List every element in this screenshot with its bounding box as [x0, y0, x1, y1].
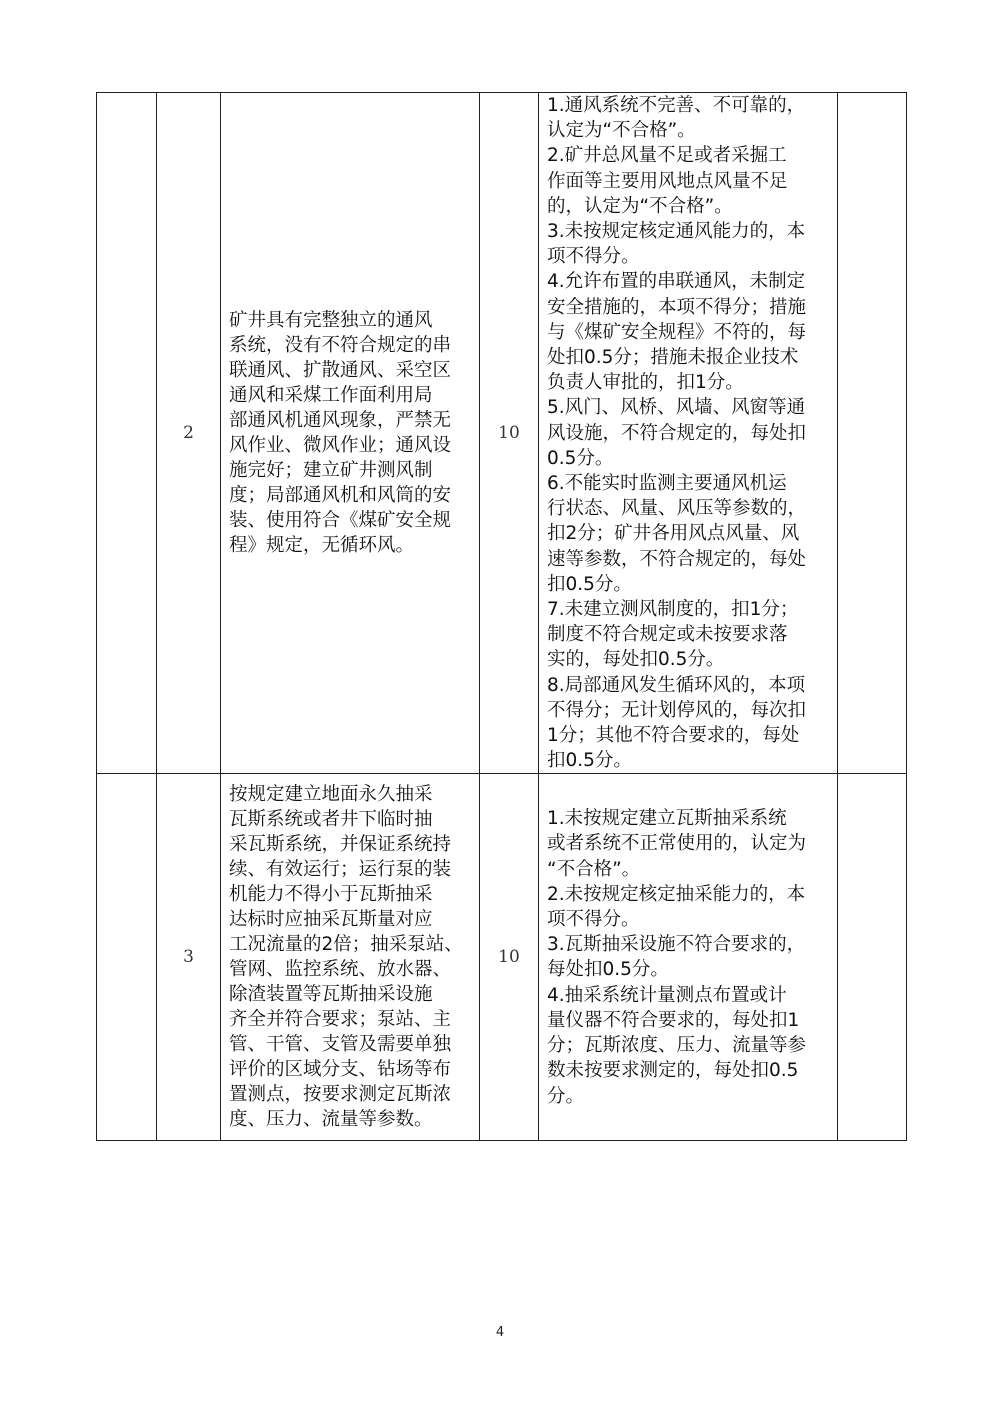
- item-number-cell: 2: [157, 93, 221, 774]
- requirement-text: 矿井具有完整独立的通风 系统，没有不符合规定的串 联通风、扩散通风、采空区 通风和采煤工作面利用局 部通风机通风现象，严禁无 风作业、微风作业；通风设 施完好；建立矿井测风制 度；局部通风机和风筒的安 装、使用符合《煤矿安全规 程》规定，无循环风。: [229, 310, 452, 557]
- table-row: [97, 774, 907, 1141]
- category-cell: [97, 93, 157, 774]
- requirement-cell: [221, 93, 480, 774]
- table-row: [97, 93, 907, 774]
- requirement-text: 按规定建立地面永久抽采 瓦斯系统或者井下临时抽 采瓦斯系统，并保证系统持 续、有效运行；运行泵的装 机能力不得小于瓦斯抽采 达标时应抽采瓦斯量对应 工况流量的2倍；抽采泵站、 管网、监控系统、放水器、 除渣装置等瓦斯抽采设施 齐全并符合要求；泵站、主 管、干管、支管及需要单独 评价的区域分支、钻场等布 置测点，按要求测定瓦斯浓 度、压力、流量等参数。: [229, 784, 463, 1131]
- standards-table: [96, 92, 907, 1141]
- remark-cell: [838, 93, 907, 774]
- requirement-cell: [221, 774, 480, 1141]
- scoring-rules-cell: [539, 93, 838, 774]
- scoring-rules-text: 1.未按规定建立瓦斯抽采系统 或者系统不正常使用的，认定为 “不合格”。 2.未按规定核定抽采能力的，本 项不得分。 3.瓦斯抽采设施不符合要求的， 每处扣0.5分。 4.抽采系统计量测点布置或计 量仪器不符合要求的，每处扣1 分；瓦斯浓度、压力、流量等参 数未按要求测定的，每处扣0.5 分。: [547, 808, 807, 1107]
- score-cell: 10: [480, 774, 539, 1141]
- item-number-cell: 3: [157, 774, 221, 1141]
- remark-cell: [838, 774, 907, 1141]
- page-number: 4: [495, 1325, 505, 1340]
- score-cell: 10: [480, 93, 539, 774]
- scoring-rules-cell: [539, 774, 838, 1141]
- scoring-rules-text: 1.通风系统不完善、不可靠的， 认定为“不合格”。 2.矿井总风量不足或者采掘工 作面等主要用风地点风量不足 的，认定为“不合格”。 3.未按规定核定通风能力的，本 项不得分。 4.允许布置的串联通风，未制定 安全措施的，本项不得分；措施 与《煤矿安全规程》不符的，每 处扣0.5分；措施未报企业技术 负责人审批的，扣1分。 5.风门、风桥、风墙、风窗等通 风设施，不符合规定的，每处扣 0.5分。 6.不能实时监测主要通风机运 行状态、风量、风压等参数的， 扣2分；矿井各用风点风量、风 速等参数，不符合规定的，每处 扣0.5分。 7.未建立测风制度的，扣1分； 制度不符合规定或未按要求落 实的，每处扣0.5分。 8.局部通风发生循环风的，本项 不得分；无计划停风的，每次扣 1分；其他不符合要求的，每处 扣0.5分。: [547, 95, 807, 772]
- category-cell: [97, 774, 157, 1141]
